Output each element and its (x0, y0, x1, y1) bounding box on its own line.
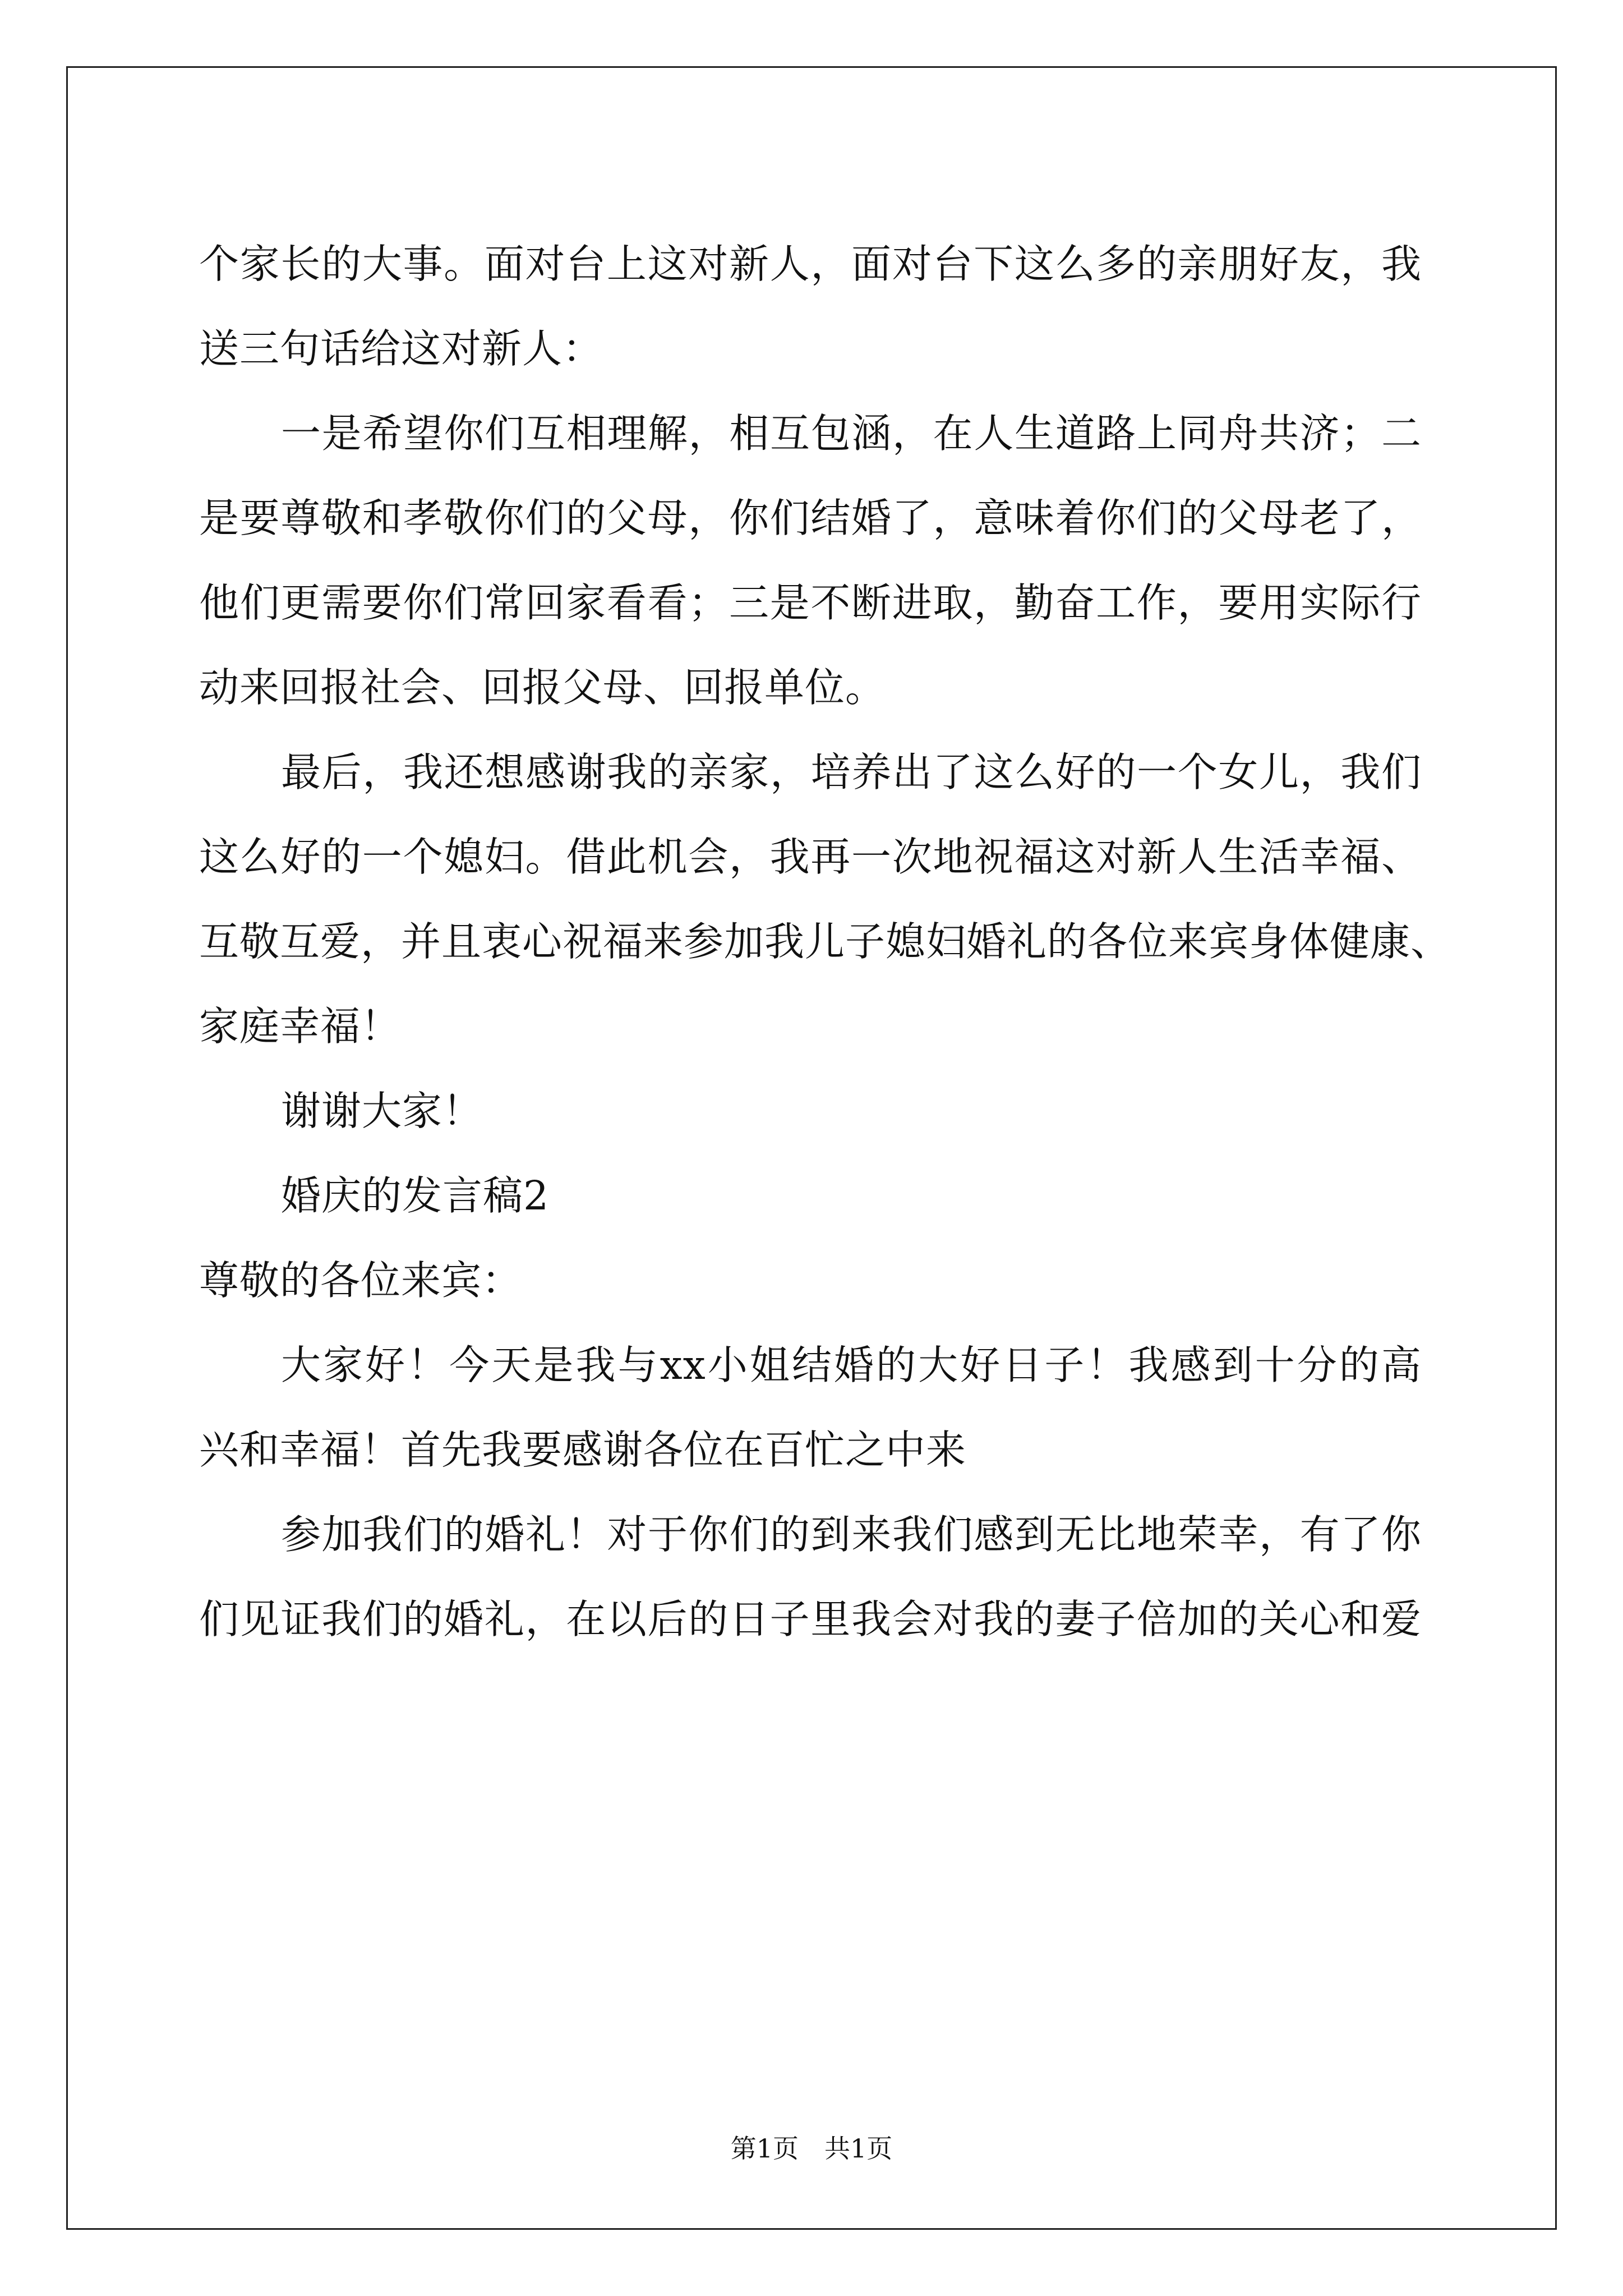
paragraph-start: 最后，我还想感谢我的亲家，培养出了这么好的一个女儿，我们 (281, 749, 1422, 795)
paragraph-start: 谢谢大家！ (281, 1088, 483, 1134)
text-line: 动来回报社会、回报父母、回报单位。 (199, 664, 886, 711)
paragraph-start: 大家好！今天是我与xx小姐结婚的大好日子！我感到十分的高 (281, 1342, 1422, 1388)
text-line: 们见证我们的婚礼，在以后的日子里我会对我的妻子倍加的关心和爱 (199, 1596, 1422, 1642)
paragraph-start: 参加我们的婚礼！对于你们的到来我们感到无比地荣幸，有了你 (281, 1511, 1422, 1558)
text-line: 他们更需要你们常回家看看；三是不断进取，勤奋工作，要用实际行 (199, 579, 1422, 626)
text-line: 兴和幸福！首先我要感谢各位在百忙之中来 (199, 1427, 967, 1473)
paragraph-start: 一是希望你们互相理解，相互包涵，在人生道路上同舟共济；二 (281, 410, 1422, 457)
text-line: 家庭幸福！ (199, 1003, 402, 1050)
text-line: 这么好的一个媳妇。借此机会，我再一次地祝福这对新人生活幸福、 (199, 834, 1422, 880)
text-line: 互敬互爱，并且衷心祝福来参加我儿子媳妇婚礼的各位来宾身体健康、 (199, 918, 1451, 965)
section-heading: 婚庆的发言稿2 (281, 1172, 550, 1219)
salutation: 尊敬的各位来宾： (199, 1257, 523, 1304)
text-line: 个家长的大事。面对台上这对新人，面对台下这么多的亲朋好友，我 (199, 241, 1422, 287)
page-number: 第1页 共1页 (730, 2133, 893, 2164)
text-line: 送三句话给这对新人： (199, 325, 603, 372)
document-body (199, 222, 1451, 1662)
text-line: 是要尊敬和孝敬你们的父母，你们结婚了，意味着你们的父母老了， (199, 495, 1422, 541)
